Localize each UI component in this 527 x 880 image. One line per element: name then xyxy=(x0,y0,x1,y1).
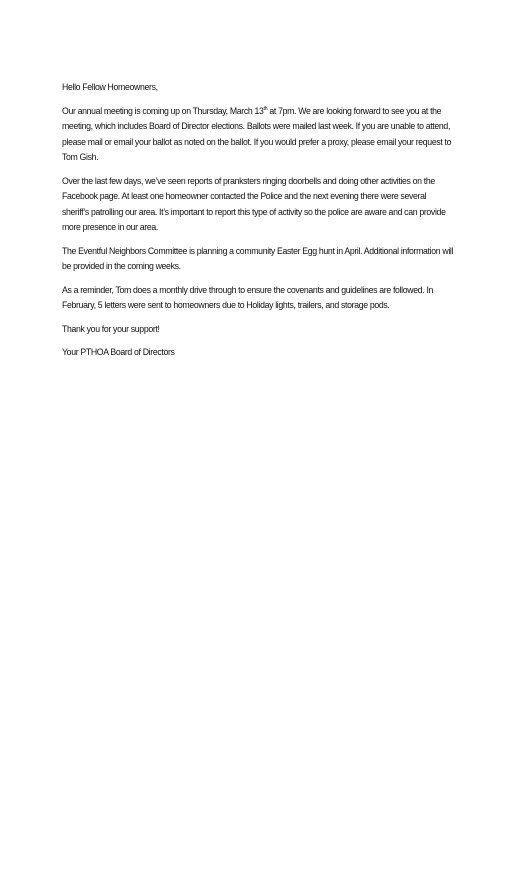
annual-meeting-text-end: at 7pm. We are looking forward to see you at the meeting, which includes Board of Director elections. Ballots were mailed last week. If you are unable to attend, please mail or email your ballot as noted on the ballot. If you would prefer a proxy, please email your request to Tom Gish. xyxy=(62,105,452,162)
letter-body xyxy=(62,80,455,369)
signature: Your PTHOA Board of Directors xyxy=(62,347,175,357)
annual-meeting-text-start: Our annual meeting is coming up on Thursday, March 13 xyxy=(62,105,264,116)
closing-line: Thank you for your support! xyxy=(62,323,160,334)
date-ordinal-suffix: th xyxy=(263,105,268,112)
paragraph-easter-egg-hunt: The Eventful Neighbors Committee is planning a community Easter Egg hunt in April. Additional information will be provided in the coming weeks. xyxy=(62,245,454,271)
paragraph-pranksters: Over the last few days, we’ve seen reports of pranksters ringing doorbells and doing other activities on the Facebook page. At least one homeowner contacted the Police and the next evening there were several sheriff’s patrolling our area. It’s important to report this type of activity so the police are aware and can provide more presence in our area. xyxy=(62,175,446,232)
paragraph-annual-meeting xyxy=(62,104,455,166)
paragraph-covenants-reminder: As a reminder, Tom does a monthly drive through to ensure the covenants and guidelines are followed. In February, 5 letters were sent to homeowners due to Holiday lights, trailers, and storage pods. xyxy=(62,284,434,310)
greeting: Hello Fellow Homeowners, xyxy=(62,82,158,92)
